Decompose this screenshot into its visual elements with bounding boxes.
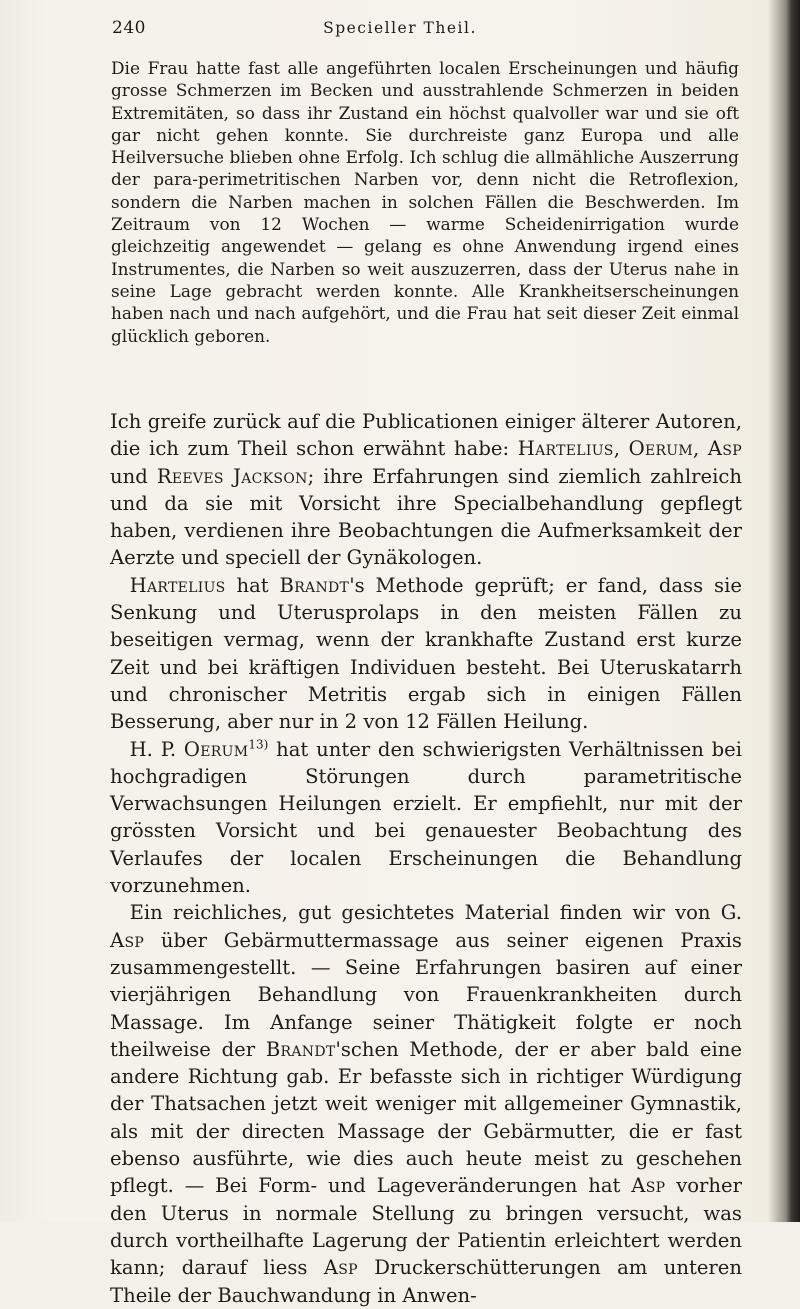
page-header (0, 14, 800, 44)
paragraph-authors: Ich greife zurück auf die Publicationen einiger älterer Autoren, die ich zum Theil schon erwähnt habe: Hartelius, Oerum, Asp und Reeves Jackson; ihre Erfahrungen sind ziemlich zahlreich und da sie mit Vorsicht ihre Specialbehandlung gepflegt haben, verdienen ihre Beobachtungen die Aufmerksamkeit der Aerzte und speciell der Gynäkologen. (110, 410, 742, 570)
author-name: Reeves Jackson (156, 464, 308, 488)
author-name: Oerum (628, 437, 694, 461)
page-edge-shadow (786, 0, 800, 1222)
author-name: Brandt (265, 1037, 336, 1061)
author-name: Asp (707, 437, 742, 461)
case-report-paragraph: Die Frau hatte fast alle angeführten localen Erscheinungen und häufig grosse Schmerzen im Becken und ausstrahlende Schmerzen in beiden Extremitäten, so dass ihr Zustand ein höchst qualvoller war und sie oft gar nicht gehen konnte. Sie durchreiste ganz Europa und alle Heilversuche blieben ohne Erfolg. Ich schlug die allmähliche Auszerrung der para-perimetritischen Narben vor, denn nicht die Retroflexion, sondern die Narben machen in solchen Fällen die Beschwerden. Im Zeitraum von 12 Wochen — warme Scheidenirrigation wurde gleichzeitig angewendet — gelang es ohne Anwendung irgend eines Instrumentes, die Narben so weit auszuzerren, dass der Uterus nahe in seine Lage gebracht werden konnte. Alle Krankheitserscheinungen haben nach und nach aufgehört, und die Frau hat seit dieser Zeit einmal glücklich geboren. (111, 58, 739, 346)
main-text-block (110, 408, 742, 1309)
author-name: Asp (323, 1256, 358, 1280)
footnote-reference: 13) (248, 737, 269, 752)
author-name: Asp (631, 1174, 666, 1198)
paragraph-oerum: H. P. Oerum$^{13)}$ hat unter den schwierigsten Verhältnissen bei hochgradigen Störungen durch parametritische Verwachsungen Heilungen erzielt. Er empfiehlt, nur mit der grössten Vorsicht und bei genauester Beobachtung des Verlaufes der localen Erscheinungen die Behandlung vorzunehmen. (110, 737, 742, 898)
author-name: Hartelius (129, 573, 226, 597)
author-name: Hartelius (517, 437, 614, 461)
author-name: Brandt (279, 573, 350, 597)
paragraph-hartelius: Hartelius hat Brandt's Methode geprüft; er fand, dass sie Senkung und Uterusprolaps in den meisten Fällen zu beseitigen vermag, wenn der krankhafte Zustand erst kurze Zeit und bei kräftigen Individuen besteht. Bei Uteruskatarrh und chronischer Metritis ergab sich in einigen Fällen Besserung, aber nur in 2 von 12 Fällen Heilung. (110, 573, 742, 734)
paragraph-asp: Ein reichliches, gut gesichtetes Material finden wir von G. Asp über Gebärmuttermassage aus seiner eigenen Praxis zusammengestellt. — Seine Erfahrungen basiren auf einer vierjährigen Behandlung von Frauenkrankheiten durch Massage. Im Anfange seiner Thätigkeit folgte er noch theilweise der Brandt'schen Methode, der er aber bald eine andere Richtung gab. Er befasste sich in richtiger Würdigung der Thatsachen jetzt weit weniger mit allgemeiner Gymnastik, als mit der directen Massage der Gebärmutter, die er fast ebenso ausführte, wie dies auch heute meist zu geschehen pflegt. — Bei Form- und Lageveränderungen hat Asp vorher den Uterus in normale Stellung zu bringen versucht, was durch vortheilhafte Lagerung der Patientin erleichtert werden kann; darauf liess Asp Druckerschütterungen am unteren Theile der Bauchwandung in Anwen- (110, 901, 743, 1307)
author-name: Asp (110, 928, 145, 952)
case-report-block (111, 57, 739, 347)
page-number: 240 (112, 18, 146, 38)
running-head: Specieller Theil. (323, 19, 477, 37)
author-name: Oerum (183, 737, 249, 761)
